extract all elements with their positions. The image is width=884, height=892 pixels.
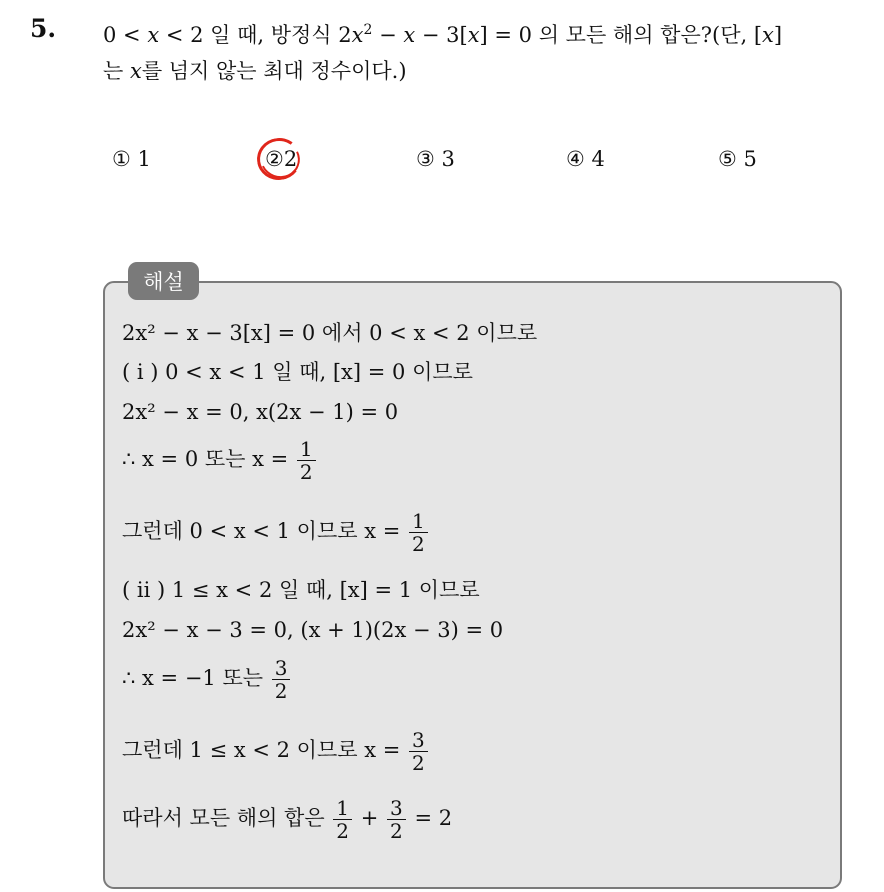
question-line-1: 0 < x < 2 일 때, 방정식 $2x^2 - x - 3[x] = 0$ 의 모든 해의 합은?(단, [x]	[103, 22, 783, 47]
solution-line: 그런데 1 ≤ x < 2 이므로 x = $\frac{3}{2}$	[122, 729, 430, 774]
fraction: $\frac{1}{2}$	[409, 510, 428, 555]
solution-line: ( ii ) 1 ≤ x < 2 일 때, [x] = 1 이므로	[122, 578, 480, 602]
question-line-2: 는 x를 넘지 않는 최대 정수이다.)	[103, 59, 407, 83]
fraction: $\frac{3}{2}$	[272, 657, 291, 702]
fraction: $\frac{3}{2}$	[387, 797, 406, 842]
solution-line: 2x² − x − 3 = 0, (x + 1)(2x − 3) = 0	[122, 618, 504, 642]
choice-3[interactable]: ③ 3	[416, 147, 455, 171]
choice-4[interactable]: ④ 4	[566, 147, 605, 171]
answer-choices	[0, 147, 884, 177]
solution-line: 2x² − x − 3[x] = 0 에서 0 < x < 2 이므로	[122, 321, 538, 345]
solution-line: 2x² − x = 0, x(2x − 1) = 0	[122, 400, 399, 424]
fraction: $\frac{1}{2}$	[333, 797, 352, 842]
selected-circle-stroke	[255, 134, 306, 183]
solution-tag: 해설	[128, 262, 199, 300]
question-number: 5.	[30, 14, 57, 43]
solution-line: ( i ) 0 < x < 1 일 때, [x] = 0 이므로	[122, 360, 473, 384]
choice-5[interactable]: ⑤ 5	[718, 147, 757, 171]
fraction: $\frac{3}{2}$	[409, 729, 428, 774]
solution-line: 따라서 모든 해의 합은 $\frac{1}{2}$ + $\frac{3}{2}$ = 2	[122, 796, 453, 843]
choice-1[interactable]: ① 1	[112, 147, 151, 171]
choice-2[interactable]: ②2	[265, 147, 297, 171]
solution-line: 그런데 0 < x < 1 이므로 x = $\frac{1}{2}$	[122, 510, 430, 555]
solution-line: ∴ x = 0 또는 x = $\frac{1}{2}$	[122, 438, 318, 483]
fraction: $\frac{1}{2}$	[297, 438, 316, 483]
solution-line: ∴ x = −1 또는 $\frac{3}{2}$	[122, 657, 292, 702]
